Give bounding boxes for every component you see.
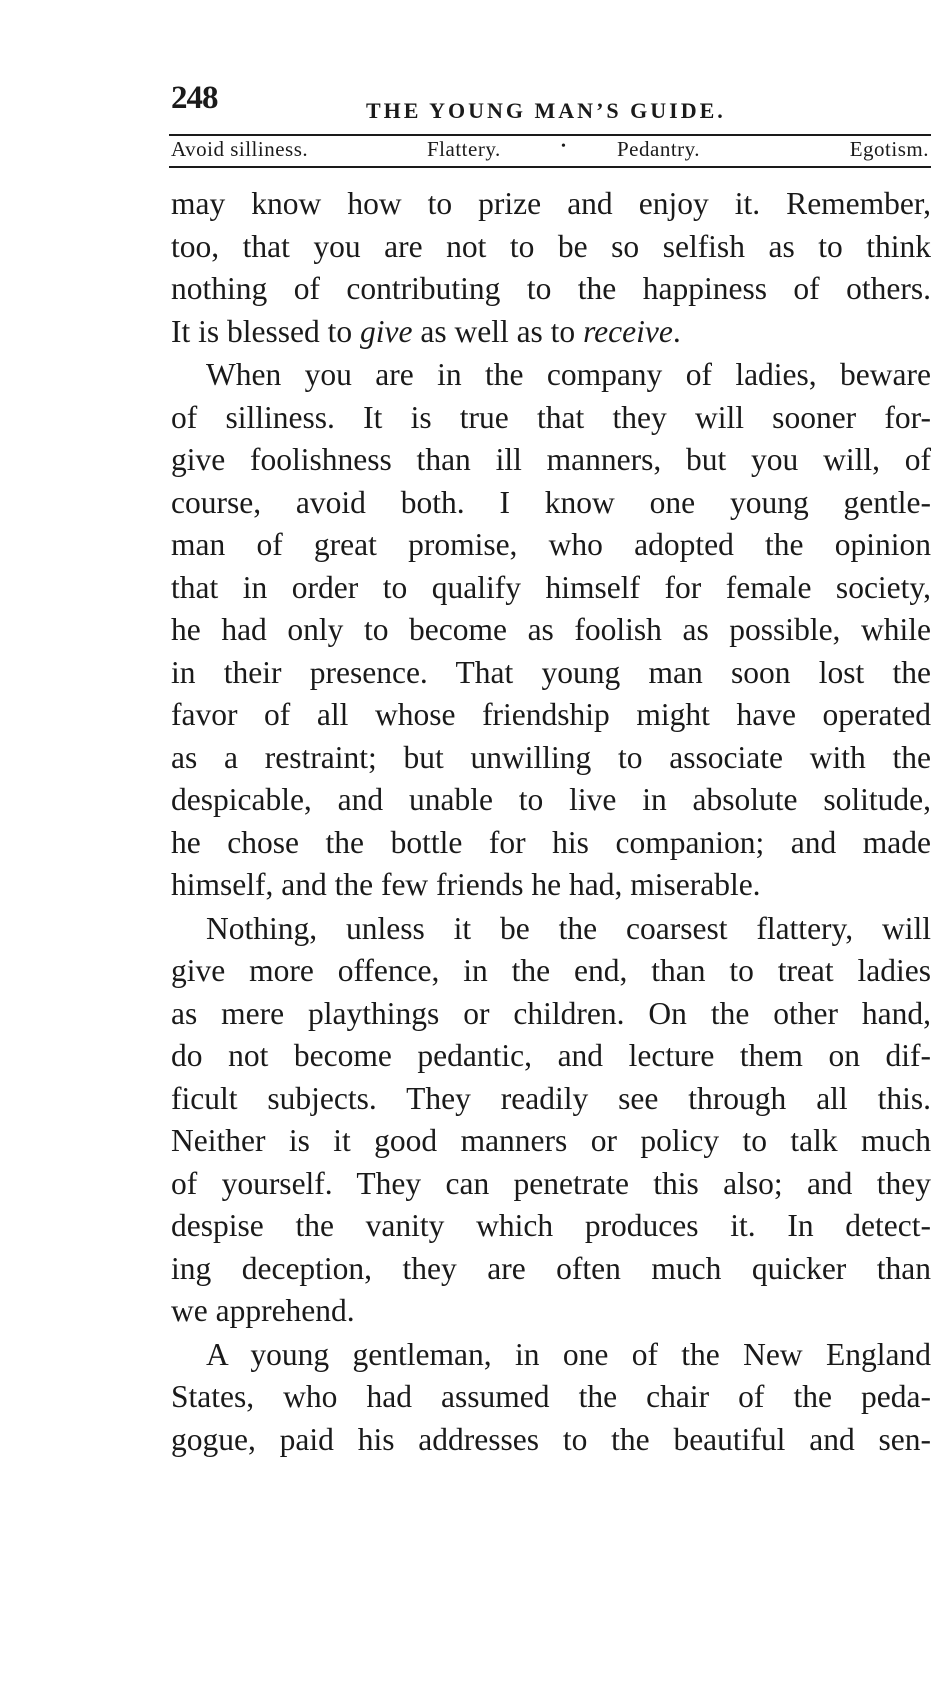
text-line: favor of all whose friendship might have operated	[171, 697, 931, 732]
topic-heading: Avoid silliness.	[171, 137, 309, 161]
text-line: ficult subjects. They readily see through all this.	[171, 1080, 931, 1116]
paragraph	[171, 908, 931, 1333]
paragraph	[171, 183, 931, 353]
text-line: Nothing, unless it be the coarsest flattery, will	[206, 910, 931, 946]
topic-heading: Flattery.	[427, 137, 501, 161]
text-line: despicable, and unable to live in absolute solitude,	[171, 782, 931, 817]
text-line: give more offence, in the end, than to treat ladies	[171, 953, 931, 988]
text-line: may know how to prize and enjoy it. Remember,	[171, 186, 931, 221]
topic-heading: Egotism.	[849, 137, 929, 161]
book-page	[171, 80, 931, 1457]
text-line	[171, 311, 931, 354]
page-number: 248	[171, 80, 218, 116]
text-line: as a restraint; but unwilling to associate with the	[171, 739, 931, 775]
text-line: in their presence. That young man soon lost the	[171, 654, 931, 690]
text-line: himself, and the few friends he had, miserable.	[171, 867, 761, 902]
text-line: do not become pedantic, and lecture them on dif-	[171, 1038, 931, 1073]
italic-word: receive	[583, 313, 673, 349]
text-fragment: It is blessed to	[171, 313, 360, 349]
text-line: he had only to become as foolish as possible, while	[171, 612, 931, 647]
text-line: States, who had assumed the chair of the peda-	[171, 1379, 931, 1414]
topic-headings	[171, 137, 929, 167]
paragraph	[171, 1334, 931, 1462]
text-line: of yourself. They can penetrate this also; and they	[171, 1165, 931, 1201]
text-line: of silliness. It is true that they will sooner for-	[171, 399, 931, 435]
text-line: as mere playthings or children. On the other hand,	[171, 995, 931, 1031]
text-line: ing deception, they are often much quicker than	[171, 1250, 931, 1286]
book-title: THE YOUNG MAN’S GUIDE.	[366, 98, 726, 123]
text-line: we apprehend.	[171, 1293, 355, 1328]
text-line: nothing of contributing to the happiness of others.	[171, 271, 931, 306]
topic-heading: Pedantry.	[617, 137, 701, 161]
text-line: gogue, paid his addresses to the beautiful and sen-	[171, 1421, 931, 1457]
text-line: despise the vanity which produces it. In detect-	[171, 1208, 931, 1243]
text-fragment: .	[672, 313, 681, 349]
italic-word: give	[360, 313, 413, 349]
header-rule-bottom	[169, 166, 931, 168]
running-head	[171, 80, 931, 126]
header-rule-top	[169, 134, 931, 136]
text-line: man of great promise, who adopted the opinion	[171, 527, 931, 562]
text-line: he chose the bottle for his companion; and made	[171, 824, 931, 860]
text-line: Neither is it good manners or policy to talk much	[171, 1123, 931, 1158]
text-line: When you are in the company of ladies, beware	[206, 357, 931, 392]
text-line: give foolishness than ill manners, but you will, of	[171, 442, 931, 477]
text-line: that in order to qualify himself for female society,	[171, 569, 931, 605]
paragraph	[171, 354, 931, 907]
text-line: A young gentleman, in one of the New England	[206, 1336, 931, 1372]
text-line: course, avoid both. I know one young gentle-	[171, 484, 931, 520]
body-text	[171, 183, 931, 1462]
text-line: too, that you are not to be so selfish as to think	[171, 228, 931, 264]
topic-separator: •	[561, 139, 567, 154]
text-fragment: as well as to	[412, 313, 584, 349]
